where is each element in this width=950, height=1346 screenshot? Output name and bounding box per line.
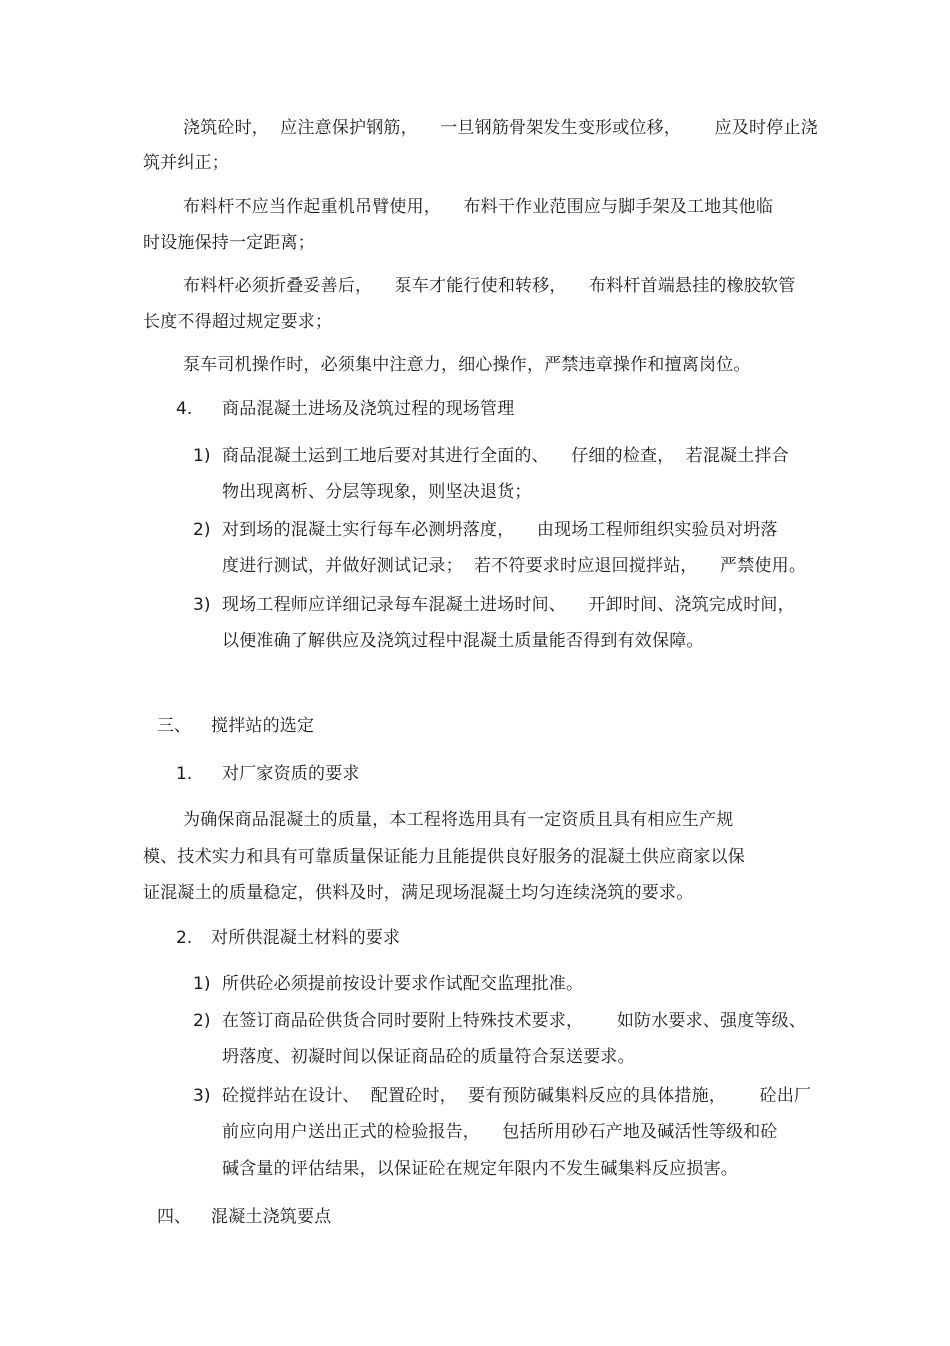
list-item-line: 商品混凝土运到工地后要对其进行全面的、 仔细的检查， 若混凝土拌合	[222, 446, 789, 466]
chapter-number: 四、	[157, 1207, 191, 1227]
paragraph-line: 布料杆必须折叠妥善后， 泵车才能行使和转移， 布料杆首端悬挂的橡胶软管	[183, 276, 796, 296]
list-item-line: 以便准确了解供应及浇筑过程中混凝土质量能否得到有效保障。	[222, 631, 704, 651]
paragraph-line: 泵车司机操作时，必须集中注意力，细心操作，严禁违章操作和擅离岗位。	[183, 355, 751, 375]
paragraph-line: 为确保商品混凝土的质量，本工程将选用具有一定资质且具有相应生产规	[183, 810, 734, 830]
list-item-number: 1)	[193, 446, 211, 466]
list-item-line: 坍落度、初凝时间以保证商品砼的质量符合泵送要求。	[222, 1047, 635, 1067]
chapter-title: 搅拌站的选定	[211, 716, 315, 736]
paragraph-line: 证混凝土的质量稳定，供料及时，满足现场混凝土均匀连续浇筑的要求。	[143, 883, 694, 903]
paragraph-line: 浇筑砼时， 应注意保护钢筋， 一旦钢筋骨架发生变形或位移， 应及时停止浇	[183, 118, 818, 138]
paragraph-line: 时设施保持一定距离；	[143, 233, 315, 253]
section-title: 对厂家资质的要求	[222, 764, 360, 784]
list-item-number: 2)	[193, 1011, 211, 1031]
list-item-number: 2)	[193, 520, 211, 540]
section-number: 1.	[176, 764, 193, 784]
chapter-title: 混凝土浇筑要点	[211, 1207, 332, 1227]
paragraph-line: 长度不得超过规定要求；	[143, 312, 333, 332]
paragraph-line: 模、技术实力和具有可靠质量保证能力且能提供良好服务的混凝土供应商家以保	[143, 847, 745, 867]
paragraph-line: 布料杆不应当作起重机吊臂使用， 布料干作业范围应与脚手架及工地其他临	[183, 197, 774, 217]
list-item-line: 度进行测试，并做好测试记录； 若不符要求时应退回搅拌站， 严禁使用。	[222, 556, 807, 576]
section-title: 商品混凝土进场及浇筑过程的现场管理	[222, 399, 515, 419]
section-number: 2.	[176, 928, 193, 948]
list-item-number: 3)	[193, 1086, 211, 1106]
list-item-line: 对到场的混凝土实行每车必测坍落度， 由现场工程师组织实验员对坍落	[222, 520, 778, 540]
chapter-number: 三、	[157, 716, 191, 736]
list-item-number: 3)	[193, 595, 211, 615]
section-title: 对所供混凝土材料的要求	[211, 928, 401, 948]
list-item-line: 现场工程师应详细记录每车混凝土进场时间、 开卸时间、浇筑完成时间，	[222, 595, 795, 615]
list-item-line: 前应向用户送出正式的检验报告， 包括所用砂石产地及碱活性等级和砼	[222, 1122, 778, 1142]
list-item-line: 在签订商品砼供货合同时要附上特殊技术要求， 如防水要求、强度等级、	[222, 1011, 807, 1031]
paragraph-line: 筑并纠正；	[143, 153, 229, 173]
list-item-line: 物出现离析、分层等现象，则坚决退货；	[222, 482, 532, 502]
list-item-line: 砼搅拌站在设计、 配置砼时， 要有预防碱集料反应的具体措施， 砼出厂	[222, 1086, 812, 1106]
list-item-number: 1)	[193, 974, 211, 994]
section-number: 4.	[176, 399, 193, 419]
list-item-line: 碱含量的评估结果，以保证砼在规定年限内不发生碱集料反应损害。	[222, 1159, 738, 1179]
list-item-line: 所供砼必须提前按设计要求作试配交监理批准。	[222, 974, 584, 994]
